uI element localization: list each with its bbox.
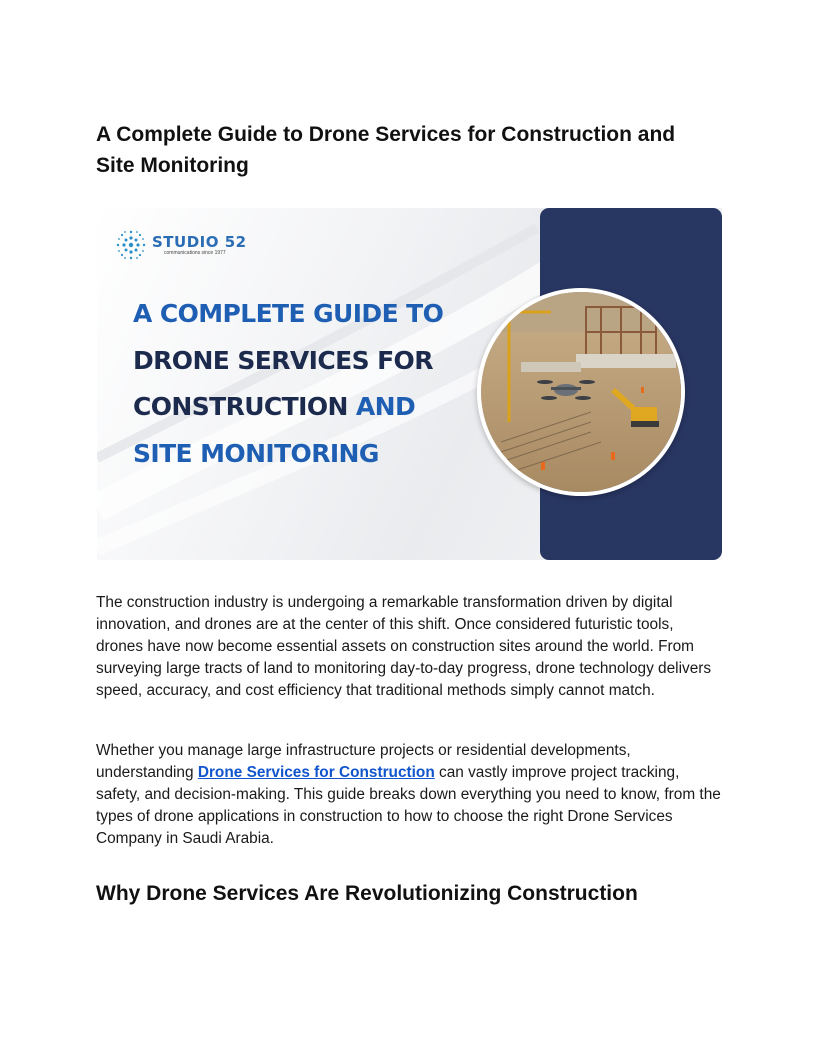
banner-heading-line-3: CONSTRUCTION AND — [133, 392, 416, 421]
guide-paragraph-start: Whether you manage large infrastructure projects or residential developments, understanding — [96, 742, 631, 781]
logo-name: STUDIO 52 — [152, 233, 247, 251]
guide-paragraph — [96, 740, 721, 850]
drone-services-link[interactable]: Drone Services for Construction — [197, 764, 435, 781]
banner-heading-line-2: DRONE SERVICES FOR — [133, 345, 433, 375]
banner-heading-line-4: SITE MONITORING — [133, 438, 379, 468]
banner-heading — [133, 291, 493, 477]
banner-heading-line-1: A COMPLETE GUIDE TO — [133, 299, 444, 328]
logo-tagline: communications since 1977 — [164, 250, 226, 256]
studio52-logo — [114, 228, 247, 262]
construction-site-photo — [477, 288, 685, 496]
page-title: A Complete Guide to Drone Services for Construction and Site Monitoring — [96, 123, 676, 177]
section-heading: Why Drone Services Are Revolutionizing Construction — [96, 882, 638, 905]
construction-site-drone-photo-icon — [481, 292, 681, 492]
hero-banner-image — [97, 208, 722, 560]
intro-paragraph: The construction industry is undergoing a remarkable transformation driven by digital innovation, and drones are at the center of this shift. Once considered futuristic tools, drones have now become essential assets on construction sites around the world. From surveying large tracts of land to monitoring day-to-day progress, drone technology delivers speed, accuracy, and cost efficiency that traditional methods simply cannot match. — [96, 594, 712, 699]
logo-dots-icon — [114, 228, 148, 262]
guide-paragraph-end: can vastly improve project tracking, safety, and decision-making. This guide breaks down everything you need to know, from the types of drone applications in construction to how to choose the right Drone Services Company in Saudi Arabia. — [96, 764, 721, 847]
